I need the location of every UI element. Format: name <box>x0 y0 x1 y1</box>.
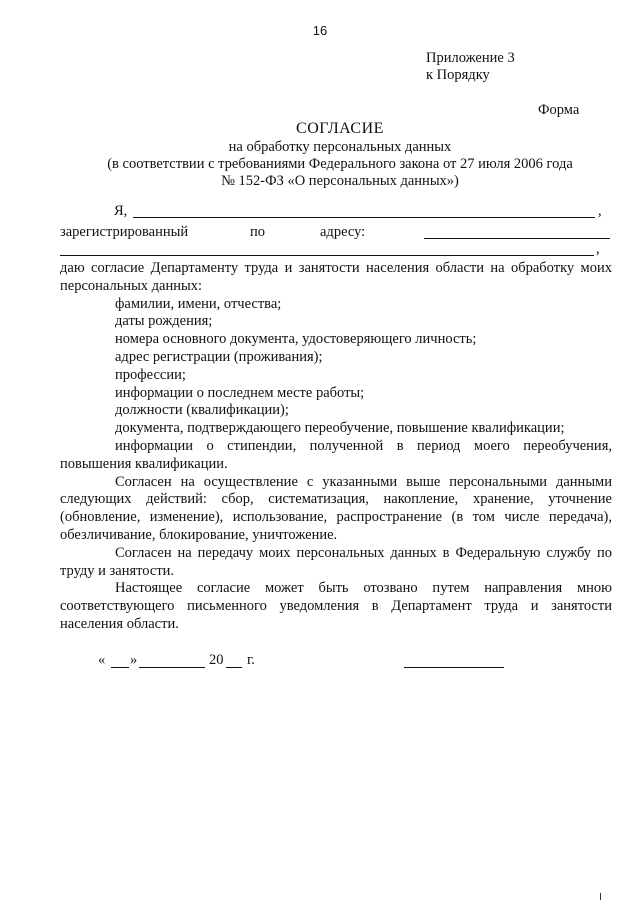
data-item-7: должности (квалификации); <box>115 402 289 419</box>
document-title: СОГЛАСИЕ <box>296 120 384 137</box>
revoke-paragraph: Настоящее согласие может быть отозвано путем направления мною соответствующего письменного уведомления в Департамент труда и занятости населения области. <box>60 580 612 632</box>
heading-line-2: (в соответствии с требованиями Федерального закона от 27 июля 2006 года <box>107 156 573 172</box>
day-field-line[interactable] <box>111 667 129 668</box>
name-field-line[interactable] <box>133 217 595 218</box>
data-item-4: адрес регистрации (проживания); <box>115 348 323 365</box>
data-item-9: информации о стипендии, полученной в период моего переобучения, повышения квалификации. <box>60 437 612 472</box>
data-item-5: профессии; <box>115 366 186 383</box>
by-word: по <box>250 224 266 240</box>
data-item-1: фамилии, имени, отчества; <box>115 295 282 312</box>
date-open-quote: « <box>98 652 106 668</box>
heading-line-3: № 152-ФЗ «О персональных данных») <box>221 173 459 189</box>
appendix-line-1: Приложение 3 <box>426 50 515 66</box>
address-field-line-2[interactable] <box>60 255 594 256</box>
year-field-line[interactable] <box>226 667 242 668</box>
form-label: Форма <box>538 102 580 118</box>
data-item-2: даты рождения; <box>115 313 213 330</box>
date-close-quote: » <box>130 652 138 668</box>
address-word: адресу: <box>320 224 366 240</box>
data-item-3: номера основного документа, удостоверяющего личность; <box>115 331 477 348</box>
year-prefix: 20 <box>209 652 224 668</box>
appendix-line-2: к Порядку <box>426 67 490 83</box>
consent-intro: даю согласие Департаменту труда и занятости населения области на обработку моих персональных данных: <box>60 260 612 294</box>
actions-paragraph: Согласен на осуществление с указанными выше персональными данными следующих действий: сбор, систематизация, накопление, хранение, уточнение (обновление, изменение), использование, распространение (в том числе передача), обезличивание, блокирование, уничтожение. <box>60 473 612 543</box>
heading-line-1: на обработку персональных данных <box>228 139 452 155</box>
address-field-line-1[interactable] <box>424 238 610 239</box>
page-number: 16 <box>312 23 328 38</box>
registered-word: зарегистрированный <box>60 224 189 240</box>
consent-body <box>60 260 612 634</box>
data-item-6: информации о последнем месте работы; <box>115 384 365 401</box>
address-comma: , <box>596 241 600 257</box>
signature-field-line[interactable] <box>404 667 504 668</box>
year-suffix: г. <box>247 652 255 668</box>
month-field-line[interactable] <box>139 667 205 668</box>
data-item-8: документа, подтверждающего переобучение, повышение квалификации; <box>115 420 565 437</box>
i-label: Я, <box>114 203 128 219</box>
name-comma: , <box>598 203 602 219</box>
transfer-paragraph: Согласен на передачу моих персональных данных в Федеральную службу по труду и занятости. <box>60 544 612 579</box>
scan-mark <box>600 893 601 900</box>
